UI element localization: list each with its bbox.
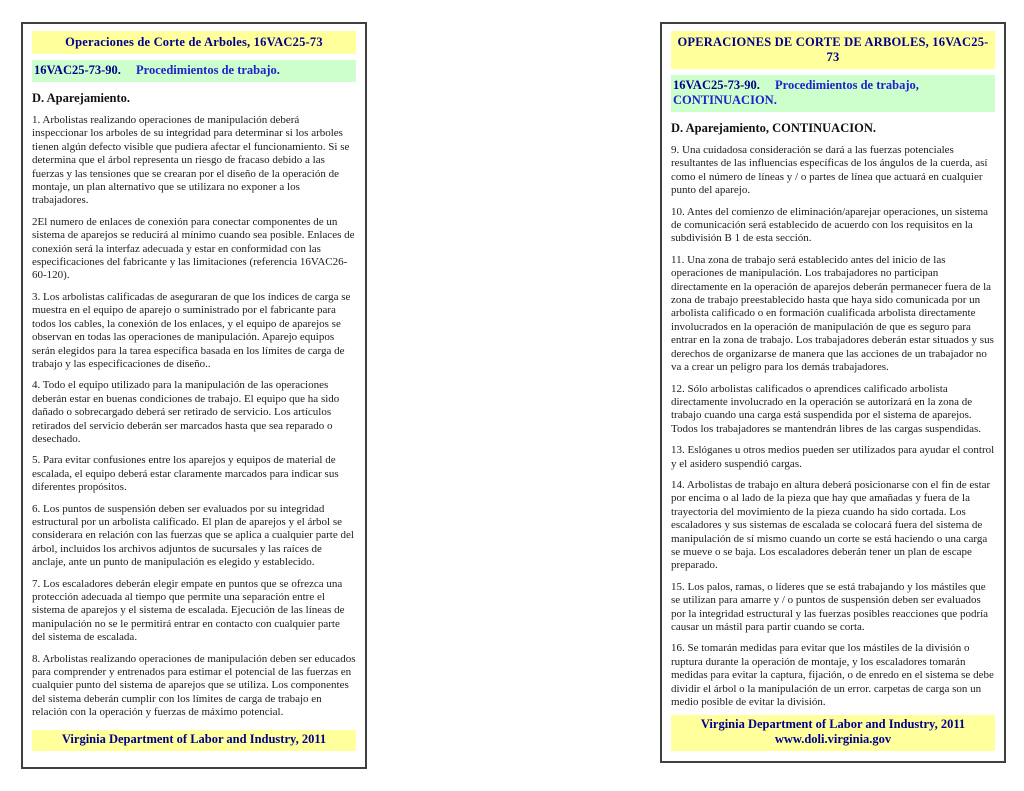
text-line: 6. Los puntos de suspensión deben ser evaluados por su integridad estructural por un arbolista calificado. El plan de aparejos y el árbol se considerara en relación con las fuerzas que se aplica a cualquier parte del árbol, incluidos los archivos adjuntos de sucursales y las raíces de anclaje, ante un punto de manipulación es elegido y establecido. (32, 502, 354, 569)
text-line: 8. Arbolistas realizando operaciones de manipulación deben ser educados para comprender y entrenados para estimar el potencial de las fuerzas en cualquier punto del sistema de aparejos que se utiliza. Los componentes del sistema deberán cumplir con los límites de carga de trabajo en relación con la operación y fuerzas de máximo potencial. (32, 652, 356, 719)
text-line: 4. Todo el equipo utilizado para la manipulación de las operaciones deberán estar en buenas condiciones de trabajo. El equipo que ha sido dañado o sobrecargado deberá ser retirado de servicio. Los artículos retirados del servicio deberán ser marcados hasta que sea reparado o desechado. (32, 379, 340, 445)
text-line: 14. Arbolistas de trabajo en altura deberá posicionarse con el fin de estar por encima o al lado de la pieza que hay que amañadas y fuera de la trayectoria del movimiento de la pieza cuando ha sido cortada. Los escaladores y sus sistemas de escalada se colocará fuera del sistema de manipulación de sí mismo cuando un corte se está haciendo o una carga se mueve o se baja. Los escaladores deberán tener un plan de escape preparado. (671, 478, 991, 572)
text-line: Virginia Department of Labor and Industry, 2011 (61, 732, 327, 747)
text-line: 15. Los palos, ramas, o líderes que se está trabajando y los mástiles que se utilizan para amarre y / o puntos de suspensión deben ser evaluados por la integridad estructural y las fuerzas posibles reacciones que podría causar un mástil para partir cuando se corta. (671, 580, 989, 633)
left-section-code: 16VAC25-73-90. (34, 63, 121, 77)
left-section-title: Procedimientos de trabajo. (136, 63, 280, 77)
text-line: 16. Se tomarán medidas para evitar que los mástiles de la división o ruptura durante la operación de montaje, y los escaladores tomarán medidas para evitar la captura, fijación, o de enredo en el sistema se debe dividir el árbol o la manipulación de un error. carpetas de carga son un medio posible de evitar la división. (671, 642, 994, 709)
left-page-panel (21, 22, 367, 769)
text-line: 3. Los arbolistas calificadas de aseguraran de que los índices de carga se muestra en el equipo de aparejo o suministrado por el fabricante para todos los cables, la conexión de los enlaces, y el equipo de aparejos se observan en todas las operaciones de manipulación. Aparejo equipos serán elegidos para la tarea específica basada en los límites de carga de trabajo y las especificaciones de diseño.. (32, 290, 351, 370)
right-paragraphs (671, 144, 995, 709)
right-section-title: Procedimientos de trabajo, CONTINUACION. (673, 78, 919, 107)
text-line: Virginia Department of Labor and Industry, 2011 (700, 716, 966, 731)
left-subsection-heading: D. Aparejamiento. (32, 91, 131, 105)
right-footer-bar (671, 715, 995, 751)
right-section-bar (671, 75, 995, 112)
left-title-bar (32, 31, 356, 54)
left-paragraphs (32, 114, 356, 720)
text-line: 2El numero de enlaces de conexión para conectar componentes de un sistema de aparejos se reducirá al mínimo cuando sea posible. Enlaces de conexión será la interfaz adecuada y estar en conformidad con las especificaciones del fabricante y las limitaciones (referencia 16VAC26-60-120). (32, 215, 355, 282)
left-title-text: Operaciones de Corte de Arboles, 16VAC25-73 (65, 35, 323, 49)
left-section-bar (32, 60, 356, 82)
right-section-code: 16VAC25-73-90. (673, 78, 760, 92)
right-page-panel (660, 22, 1006, 763)
text-line: 9. Una cuidadosa consideración se dará a las fuerzas potenciales resultantes de las influencias específicas de los ángulos de la cuerda, así como el número de líneas y / o partes de línea que actuará en cualquier punto del aparejo. (671, 144, 988, 197)
text-line: 12. Sólo arbolistas calificados o aprendices calificado arbolista directamente involucrado en la operación se autorizará en la zona de trabajo cuando una carga está suspendida por el sistema de aparejos. Todos los trabajadores se mantendrán libres de las cargas suspendidas. (671, 382, 981, 435)
left-footer-bar (32, 730, 356, 751)
right-subsection-heading: D. Aparejamiento, CONTINUACION. (671, 121, 876, 135)
text-line: 7. Los escaladores deberán elegir empate en puntos que se ofrezca una protección adecuada al tiempo que permite una separación entre el sistema de aparejos y el sistema de escalada. Ejecución de las líneas de manipulación no se le permitirá entrar en contacto con cualquier parte del sistema de escalada. (32, 577, 345, 644)
text-line: 11. Una zona de trabajo será establecido antes del inicio de las operaciones de manipulación. Los trabajadores no participan directamente en la operación de aparejos deberán permanecer fuera de la zona de trabajo preestablecido hasta que haya sido comunicada por un arbolista calificado o en formación cualificada arbolista directamente involucrados en la operación de manipulación de que es seguro para entrar en la zona de trabajo. Los trabajadores deberán estar situados y sus derechos de organizarse de manera que las acciones de un trabajador no va a crear un peligro para los demás trabajadores. (671, 253, 994, 374)
text-line: 13. Eslóganes u otros medios pueden ser utilizados para ayudar el control y el asidero suspendió cargas. (671, 444, 995, 470)
text-line: 1. Arbolistas realizando operaciones de manipulación deberá inspeccionar los arboles de su integridad para determinar si los arboles tienen algún defecto visible que pudiera afectar el funcionamiento. Si se determina que el árbol representa un riesgo de fracaso debido a las fuerzas y las tensiones que se crearan por el diseño de la operación de montaje, un plan alternativo que se utilizara no exponer a los trabajadores. (32, 114, 350, 207)
text-line: www.doli.virginia.gov (774, 732, 892, 747)
right-title-text: OPERACIONES DE CORTE DE ARBOLES, 16VAC25-73 (677, 35, 989, 64)
text-line: 10. Antes del comienzo de eliminación/aparejar operaciones, un sistema de comunicación será establecido de acuerdo con los requisitos en la subdivisión B 1 de esta sección. (671, 205, 989, 245)
text-line: 5. Para evitar confusiones entre los aparejos y equipos de material de escalada, el equipo deberá estar claramente marcados para indicar sus diferentes propósitos. (32, 454, 339, 494)
right-title-bar (671, 31, 995, 69)
